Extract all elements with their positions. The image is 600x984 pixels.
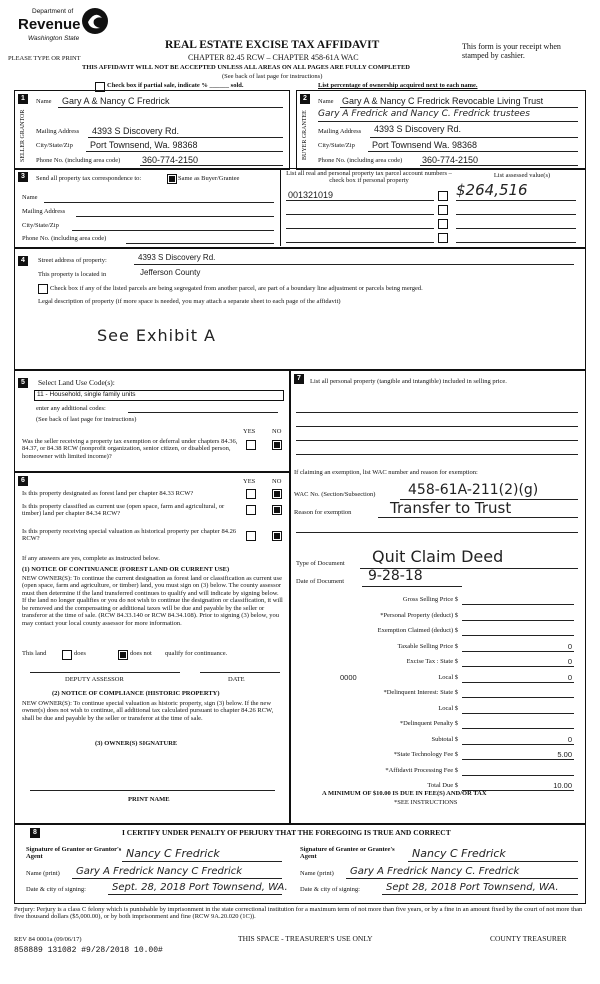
- deputy-assessor-label: DEPUTY ASSESSOR: [65, 676, 124, 683]
- deputy-date-label: DATE: [228, 676, 245, 683]
- grantee-date-label: Date & city of signing:: [300, 886, 360, 893]
- reason-label: Reason for exemption: [294, 509, 352, 516]
- grantor-name-label: Name (print): [26, 870, 60, 877]
- buyer-mailing[interactable]: 4393 S Discovery Rd.: [374, 124, 462, 134]
- buyer-phone[interactable]: 360-774-2150: [422, 155, 479, 165]
- compliance-body: NEW OWNER(S): To continue special valuation as historic property, sign (3) below. If the new owner(s) does not wish to continue, all additional tax calculated pursuant to chapter 84.26 RCW, shall be due and payable by the seller or transferor at the time of sale.: [22, 700, 274, 722]
- doc-date[interactable]: 9-28-18: [368, 568, 423, 584]
- tax-row-label: *Delinquent Penalty $: [399, 720, 458, 727]
- doc-type[interactable]: Quit Claim Deed: [372, 547, 504, 566]
- section-1-badge: 1: [18, 94, 28, 104]
- form-revision: REV 84 0001a (09/06/17): [14, 936, 82, 943]
- grantee-name-label: Name (print): [300, 870, 334, 877]
- tax-row-value[interactable]: 0: [567, 672, 572, 682]
- form-chapter: CHAPTER 82.45 RCW – CHAPTER 458-61A WAC: [188, 53, 359, 62]
- grantee-signature[interactable]: Nancy C Fredrick: [412, 847, 506, 860]
- continuance-title: (1) NOTICE OF CONTINUANCE (FOREST LAND OR CURRENT USE): [22, 566, 230, 573]
- tax-row-label: *State Technology Fee $: [393, 751, 458, 758]
- county-treasurer: COUNTY TREASURER: [490, 934, 567, 943]
- forest-no-checkbox[interactable]: [272, 489, 282, 499]
- tax-row-value[interactable]: 0: [567, 641, 572, 651]
- personal-prop-checkbox-1[interactable]: [438, 191, 448, 201]
- grantee-date-city[interactable]: Sept 28, 2018 Port Townsend, WA.: [386, 882, 559, 893]
- tax-row-label: Taxable Selling Price $: [397, 642, 458, 650]
- section-3-badge: 3: [18, 172, 28, 182]
- corr-mailing-label: Mailing Address: [22, 208, 66, 215]
- seller-side-label: SELLER GRANTOR: [20, 109, 26, 162]
- seller-phone[interactable]: 360-774-2150: [142, 155, 199, 165]
- treasurer-use-only: THIS SPACE - TREASURER'S USE ONLY: [238, 934, 373, 943]
- personal-prop-checkbox-3[interactable]: [438, 219, 448, 229]
- qualify-label: qualify for continuance.: [165, 650, 228, 657]
- doc-date-label: Date of Document: [296, 578, 345, 585]
- sig-grantee-label: Signature of Grantee or Grantee's Agent: [300, 846, 395, 861]
- historical-yes-checkbox[interactable]: [246, 531, 256, 541]
- s6-yes: YES: [243, 478, 256, 485]
- tax-row-label: Gross Selling Price $: [402, 596, 458, 603]
- tax-row-label: Excise Tax : State $: [406, 658, 458, 665]
- corr-name-label: Name: [22, 194, 38, 201]
- forest-yes-checkbox[interactable]: [246, 489, 256, 499]
- see-instructions-note: *SEE INSTRUCTIONS: [394, 799, 458, 806]
- form-warning: THIS AFFIDAVIT WILL NOT BE ACCEPTED UNLESS ALL AREAS ON ALL PAGES ARE FULLY COMPLETED: [82, 64, 410, 71]
- certify-statement: I CERTIFY UNDER PENALTY OF PERJURY THAT THE FOREGOING IS TRUE AND CORRECT: [122, 828, 451, 837]
- land-does-checkbox[interactable]: [62, 650, 72, 660]
- land-does-not-checkbox[interactable]: [118, 650, 128, 660]
- seller-name[interactable]: Gary A & Nancy C Fredrick: [62, 96, 170, 106]
- revenue-logo: [18, 8, 108, 48]
- accounts-header: List all real and personal property tax parcel account numbers – check box if personal property: [286, 170, 452, 185]
- assessed-header: List assessed value(s): [493, 172, 551, 179]
- personal-prop-checkbox-4[interactable]: [438, 233, 448, 243]
- grantor-date-label: Date & city of signing:: [26, 886, 86, 893]
- land-does-label: does: [74, 650, 86, 657]
- tax-row-label: *Affidavit Processing Fee $: [385, 766, 458, 774]
- personal-prop-checkbox-2[interactable]: [438, 205, 448, 215]
- segregated-label: Check box if any of the listed parcels are being segregated from another parcel, are part of a boundary line adjustment or parcels being merged.: [50, 285, 423, 292]
- exemption-yes-checkbox[interactable]: [246, 440, 256, 450]
- section-5-badge: 5: [18, 378, 28, 388]
- land-use-code: 11 - Household, single family units: [37, 391, 136, 398]
- seller-name-label: Name: [36, 98, 52, 105]
- form-see-back: (See back of last page for instructions): [222, 73, 323, 80]
- claiming-exemption-label: If claiming an exemption, list WAC number and reason for exemption:: [294, 469, 478, 476]
- segregated-checkbox[interactable]: [38, 284, 48, 294]
- current-use-yes-checkbox[interactable]: [246, 505, 256, 515]
- buyer-side-label: BUYER GRANTEE: [302, 110, 308, 161]
- grantor-signature[interactable]: Nancy C Fredrick: [126, 847, 220, 860]
- tax-row-label: Total Due $: [427, 782, 458, 789]
- buyer-name-label: Name: [318, 98, 334, 105]
- land-use-select[interactable]: [34, 390, 284, 401]
- perjury-notice: Perjury: Perjury is a class C felony which is punishable by imprisonment in the state correctional institution for a maximum term of not more than five years, or by a fine in an amount fixed by the court of not more than five thousand dollars ($5,000.00), or by both imprisonment and fine (RCW 9A.20.020 (1C)).: [14, 906, 583, 921]
- tax-row-value[interactable]: 10.00: [553, 781, 572, 790]
- revenue-swirl-icon: [80, 6, 110, 36]
- logo-state: Washington State: [28, 35, 80, 42]
- buyer-city[interactable]: Port Townsend Wa. 98368: [372, 140, 478, 150]
- tax-row-label: Subtotal $: [431, 735, 458, 743]
- legal-description[interactable]: See Exhibit A: [97, 326, 216, 345]
- historical-question: Is this property receiving special valuation as historical property per chapter 84.26 RCW?: [22, 528, 237, 543]
- buyer-city-label: City/State/Zip: [318, 142, 355, 149]
- section-4-badge: 4: [18, 256, 28, 266]
- property-county[interactable]: Jefferson County: [140, 268, 201, 277]
- ownership-note: List percentage of ownership acquired next to each name.: [318, 82, 478, 89]
- buyer-phone-label: Phone No. (including area code): [318, 157, 403, 164]
- exemption-question: Was the seller receiving a property tax exemption or deferral under chapters 84.36, 84.37, or 84.38 RCW (nonprofit organization, senior citizen, or disabled person, homeowner with limited income)?: [22, 438, 238, 460]
- land-does-not-label: does not: [130, 650, 152, 657]
- land-use-no: NO: [272, 428, 282, 435]
- seller-city[interactable]: Port Townsend, Wa. 98368: [90, 140, 198, 150]
- section-8-badge: 8: [30, 828, 40, 838]
- logo-dept: Department of: [32, 8, 74, 15]
- cashier-stamp: 858889 131082 #9/28/2018 10.00#: [14, 946, 163, 955]
- section-6-box: [14, 472, 290, 824]
- historical-no-checkbox[interactable]: [272, 531, 282, 541]
- same-as-buyer-label: Same as Buyer/Grantee: [178, 175, 240, 182]
- legal-label: Legal description of property (if more space is needed, you may attach a separate sheet to each page of the affidavit): [38, 298, 341, 305]
- seller-mailing[interactable]: 4393 S Discovery Rd.: [92, 126, 180, 136]
- section-2-badge: 2: [300, 94, 310, 104]
- land-use-see-back: (See back of last page for instructions): [36, 416, 137, 423]
- tax-local-code[interactable]: 0000: [340, 672, 357, 682]
- if-yes-note: If any answers are yes, complete as instructed below.: [22, 555, 160, 562]
- minimum-due-note: A MINIMUM OF $10.00 IS DUE IN FEE(S) AND/OR TAX: [322, 790, 487, 797]
- continuance-body: NEW OWNER(S): To continue the current designation as forest land or classification as current use (open space, farm and agriculture, or timber) land, you must sign on (3) below. The county assessor must then determine if the land transferred continues to qualify and will indicate by signing below. If the land no longer qualifies or you do not wish to continue the designation or classification, it will be removed and the compensating or additional taxes will be due and payable by the seller or transferor at the time of sale. (RCW 84.33.140 or RCW 84.34.108). Prior to signing (3) below, you may contact your local county assessor for more information.: [22, 575, 283, 627]
- partial-sale-label: Check box if partial sale, indicate % ______ sold.: [107, 82, 244, 89]
- tax-row-label: Exemption Claimed (deduct) $: [377, 627, 458, 634]
- doc-type-label: Type of Document: [296, 560, 345, 567]
- seller-city-label: City/State/Zip: [36, 142, 73, 149]
- tax-row-label: *Delinquent Interest: State $: [383, 689, 458, 696]
- sig-grantor-label: Signature of Grantor or Grantor's Agent: [26, 846, 122, 861]
- parcel-account[interactable]: 001321019: [288, 190, 334, 200]
- land-use-select-label: Select Land Use Code(s):: [38, 378, 115, 387]
- located-label: This property is located in: [38, 271, 107, 278]
- land-use-yes: YES: [243, 428, 256, 435]
- section-7-badge: 7: [294, 374, 304, 384]
- current-use-question: Is this property classified as current use (open space, farm and agricultural, or timber) land per chapter 84.34 RCW?: [22, 503, 225, 518]
- forest-question: Is this property designated as forest land per chapter 84.33 RCW?: [22, 490, 194, 497]
- property-box: [14, 248, 586, 370]
- s6-no: NO: [272, 478, 282, 485]
- personal-property-label: List all personal property (tangible and intangible) included in selling price.: [310, 378, 507, 385]
- grantor-date-city[interactable]: Sept. 28, 2018 Port Townsend, WA.: [112, 882, 288, 893]
- wac-label: WAC No. (Section/Subsection): [294, 491, 376, 498]
- owner-signature-label: (3) OWNER(S) SIGNATURE: [95, 740, 178, 747]
- print-name-label: PRINT NAME: [128, 796, 170, 803]
- additional-codes-label: enter any additional codes:: [36, 405, 106, 412]
- tax-row-value[interactable]: 5.00: [557, 750, 572, 759]
- wac-number[interactable]: 458-61A-211(2)(g): [408, 482, 539, 498]
- assessed-value[interactable]: $264,516: [456, 181, 528, 199]
- exemption-reason[interactable]: Transfer to Trust: [390, 499, 512, 517]
- grantor-print-name[interactable]: Gary A Fredrick Nancy C Fredrick: [76, 866, 243, 877]
- current-use-no-checkbox[interactable]: [272, 505, 282, 515]
- tax-row-label: Local $: [438, 704, 458, 712]
- logo-revenue: Revenue: [18, 16, 81, 33]
- grantee-print-name[interactable]: Gary A Fredrick Nancy C. Fredrick: [350, 866, 520, 877]
- compliance-title: (2) NOTICE OF COMPLIANCE (HISTORIC PROPERTY): [52, 690, 220, 697]
- exemption-no-checkbox[interactable]: [272, 440, 282, 450]
- tax-row-label: *Personal Property (deduct) $: [380, 611, 458, 619]
- receipt-note: This form is your receipt when stamped by cashier.: [462, 42, 561, 61]
- tax-row-value[interactable]: 0: [567, 657, 572, 666]
- buyer-name[interactable]: Gary A & Nancy C Fredrick Revocable Living Trust: [342, 96, 544, 106]
- tax-row-label: Local $: [438, 673, 458, 681]
- form-title: REAL ESTATE EXCISE TAX AFFIDAVIT: [165, 39, 380, 51]
- this-land-label: This land: [22, 650, 47, 657]
- seller-mailing-label: Mailing Address: [36, 128, 80, 135]
- tax-row-value[interactable]: 0: [567, 734, 572, 744]
- same-as-buyer-checkbox[interactable]: [167, 174, 177, 184]
- buyer-mailing-label: Mailing Address: [318, 128, 362, 135]
- buyer-trustees[interactable]: Gary A Fredrick and Nancy C. Fredrick trustees: [318, 109, 530, 119]
- corr-phone-label: Phone No. (including area code): [22, 235, 107, 242]
- corr-city-label: City/State/Zip: [22, 222, 59, 229]
- please-type: PLEASE TYPE OR PRINT: [8, 55, 81, 62]
- seller-phone-label: Phone No. (including area code): [36, 157, 121, 164]
- street-label: Street address of property:: [38, 257, 107, 264]
- section-6-badge: 6: [18, 476, 28, 486]
- property-street[interactable]: 4393 S Discovery Rd.: [138, 253, 216, 262]
- correspondence-label: Send all property tax correspondence to:: [36, 175, 142, 182]
